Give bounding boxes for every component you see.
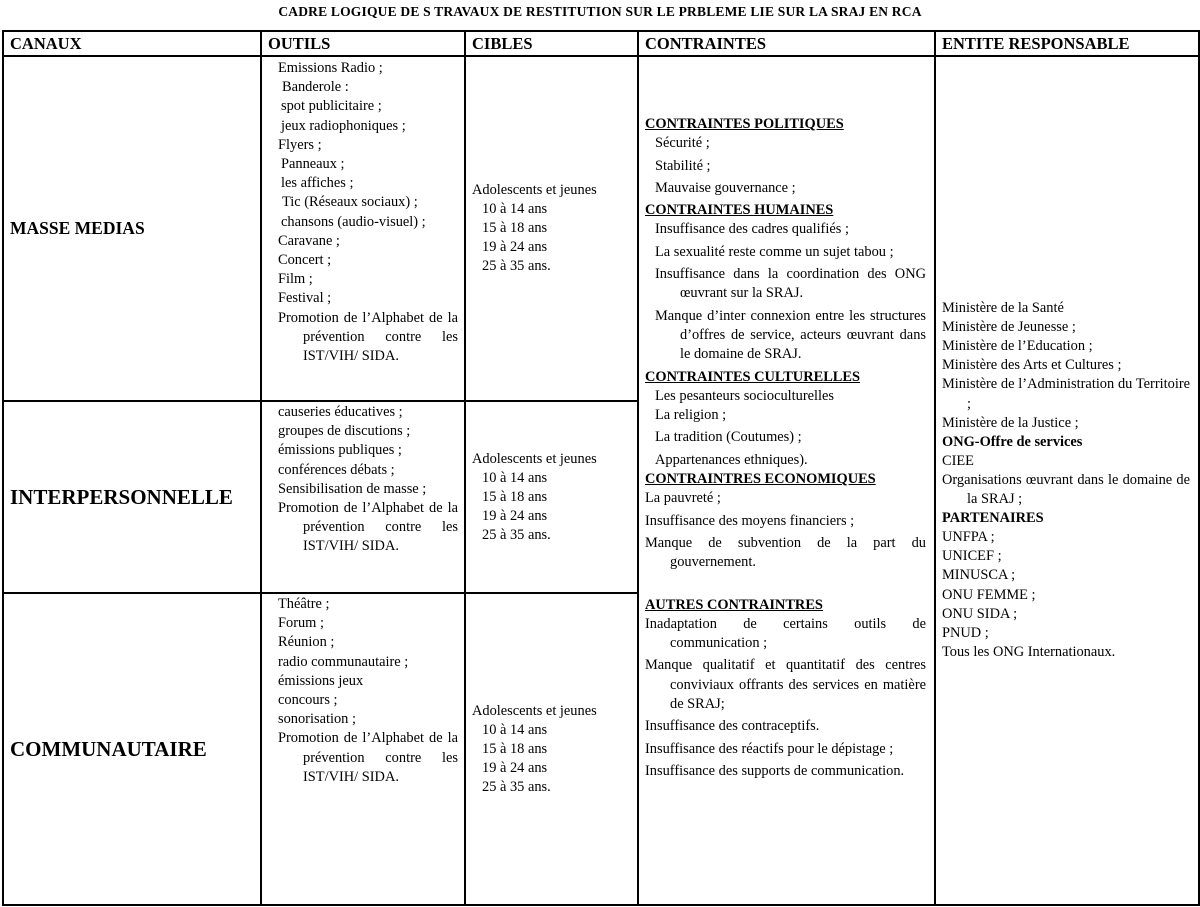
list-item: jeux radiophoniques ;	[281, 117, 406, 134]
canal-interpersonnelle: INTERPERSONNELLE	[3, 401, 261, 593]
list-item: Tous les ONG Internationaux.	[942, 643, 1116, 660]
list-item: La pauvreté ;	[645, 490, 721, 507]
list-item: Promotion de l’Alphabet de la prévention contre les IST/VIH/ SIDA.	[278, 730, 458, 785]
list-item: Adolescents et jeunes	[472, 182, 597, 198]
list-item: radio communautaire ;	[278, 653, 409, 670]
list-item: Ministère de la Justice ;	[942, 414, 1079, 431]
header-outils: OUTILS	[261, 31, 465, 56]
list-item: Sécurité ;	[655, 135, 710, 152]
list-item: Insuffisance des cadres qualifiés ;	[655, 221, 849, 238]
header-canaux: CANAUX	[3, 31, 261, 56]
list-item: 19 à 24 ans	[482, 507, 548, 524]
list-item: Forum ;	[278, 615, 324, 632]
list-item: Appartenances ethniques).	[655, 451, 808, 468]
list-item: Manque qualitatif et quantitatif des centres conviviaux offrants des services en matière de SRAJ;	[645, 657, 926, 713]
outils-masse-medias	[261, 56, 465, 401]
list-item: Festival ;	[278, 290, 332, 307]
list-item: 15 à 18 ans	[482, 740, 548, 757]
outils-interpersonnelle	[261, 401, 465, 593]
list-item: 10 à 14 ans	[482, 721, 548, 738]
ong-heading: ONG-Offre de services	[942, 433, 1083, 450]
list-item: Mauvaise gouvernance ;	[655, 179, 796, 196]
cibles-communautaire	[465, 593, 638, 905]
list-item: Emissions Radio ;	[278, 60, 383, 76]
list-item: Réunion ;	[278, 634, 335, 651]
list-item: conférences débats ;	[278, 461, 395, 478]
canal-communautaire: COMMUNAUTAIRE	[3, 593, 261, 905]
list-item: Panneaux ;	[281, 156, 345, 173]
list-item: Tic (Réseaux sociaux) ;	[282, 194, 418, 211]
document-title: CADRE LOGIQUE DE S TRAVAUX DE RESTITUTION SUR LE PRBLEME LIE SUR LA SRAJ EN RCA	[278, 4, 922, 19]
contraintes-humaines-heading: CONTRAINTES HUMAINES	[645, 202, 834, 219]
list-item: Flyers ;	[278, 136, 322, 153]
list-item: Insuffisance des réactifs pour le dépistage ;	[645, 740, 894, 757]
list-item: Insuffisance dans la coordination des ONG œuvrant sur la SRAJ.	[655, 266, 926, 302]
list-item: La tradition (Coutumes) ;	[655, 429, 802, 446]
list-item: Ministère des Arts et Cultures ;	[942, 357, 1122, 374]
list-item: groupes de discutions ;	[278, 423, 411, 440]
list-item: UNICEF ;	[942, 548, 1002, 565]
list-item: Manque d’inter connexion entre les structures d’offres de service, acteurs œuvrant dans le domaine de SRAJ.	[655, 307, 926, 363]
table-header-row	[3, 31, 1199, 56]
list-item: émissions jeux	[278, 672, 364, 689]
list-item: Caravane ;	[278, 232, 340, 249]
list-item: Banderole :	[282, 79, 349, 96]
list-item: 19 à 24 ans	[482, 239, 548, 255]
list-item: 15 à 18 ans	[482, 488, 548, 505]
contraintes-cell	[638, 56, 935, 905]
list-item: 10 à 14 ans	[482, 469, 548, 486]
list-item: Adolescents et jeunes	[472, 450, 597, 467]
contraintes-culturelles-heading: CONTRAINTES CULTURELLES	[645, 368, 860, 385]
autres-contraintes-heading: AUTRES CONTRAINTRES	[645, 596, 823, 613]
list-item: sonorisation ;	[278, 711, 356, 728]
list-item: Concert ;	[278, 252, 332, 269]
entite-responsable-cell	[935, 56, 1199, 905]
list-item: concours ;	[278, 692, 338, 709]
list-item: les affiches ;	[281, 175, 354, 192]
list-item: Insuffisance des moyens financiers ;	[645, 512, 855, 529]
list-item: 10 à 14 ans	[482, 201, 548, 217]
list-item: La sexualité reste comme un sujet tabou ;	[655, 243, 894, 260]
list-item: Les pesanteurs socioculturelles	[655, 387, 835, 404]
list-item: Inadaptation de certains outils de communication ;	[645, 615, 926, 652]
list-item: Stabilité ;	[655, 157, 711, 174]
partenaires-heading: PARTENAIRES	[942, 510, 1044, 527]
list-item: Ministère de l’Education ;	[942, 338, 1093, 355]
contraintes-economiques-heading: CONTRAINTRES ECONOMIQUES	[645, 471, 876, 488]
list-item: Insuffisance des contraceptifs.	[645, 718, 820, 735]
list-item: Promotion de l’Alphabet de la prévention contre les IST/VIH/ SIDA.	[278, 500, 458, 555]
list-item: Insuffisance des supports de communication.	[645, 762, 905, 779]
list-item: UNFPA ;	[942, 529, 995, 546]
header-entite-responsable: ENTITE RESPONSABLE	[935, 31, 1199, 56]
cibles-masse-medias	[465, 56, 638, 401]
list-item: ONU FEMME ;	[942, 586, 1036, 603]
list-item: Ministère de l’Administration du Territoire ;	[942, 376, 1190, 412]
list-item: 25 à 35 ans.	[482, 778, 551, 795]
list-item: causeries éducatives ;	[278, 404, 403, 420]
header-contraintes: CONTRAINTES	[638, 31, 935, 56]
list-item: PNUD ;	[942, 624, 989, 641]
canal-masse-medias: MASSE MEDIAS	[3, 56, 261, 401]
list-item: Sensibilisation de masse ;	[278, 480, 427, 497]
list-item: spot publicitaire ;	[281, 98, 382, 115]
list-item: 25 à 35 ans.	[482, 258, 551, 274]
list-item: Manque de subvention de la part du gouvernement.	[645, 534, 926, 571]
outils-communautaire	[261, 593, 465, 905]
list-item: Film ;	[278, 271, 313, 288]
list-item: 15 à 18 ans	[482, 220, 548, 236]
contraintes-politiques-heading: CONTRAINTES POLITIQUES	[645, 116, 844, 132]
list-item: Théâtre ;	[278, 596, 330, 612]
table-row	[3, 56, 1199, 401]
list-item: Ministère de la Santé	[942, 300, 1064, 317]
list-item: Promotion de l’Alphabet de la prévention contre les IST/VIH/ SIDA.	[278, 309, 458, 365]
list-item: Adolescents et jeunes	[472, 702, 597, 719]
list-item: La religion ;	[655, 407, 727, 424]
list-item: Organisations œuvrant dans le domaine de la SRAJ ;	[942, 471, 1190, 508]
list-item: 19 à 24 ans	[482, 759, 548, 776]
list-item: ONU SIDA ;	[942, 605, 1018, 622]
list-item: émissions publiques ;	[278, 442, 402, 459]
header-cibles: CIBLES	[465, 31, 638, 56]
list-item: chansons (audio-visuel) ;	[281, 213, 426, 230]
list-item: MINUSCA ;	[942, 567, 1016, 584]
list-item: CIEE	[942, 452, 974, 469]
logical-framework-table	[2, 30, 1200, 906]
list-item: 25 à 35 ans.	[482, 526, 551, 543]
cibles-interpersonnelle	[465, 401, 638, 593]
list-item: Ministère de Jeunesse ;	[942, 319, 1076, 336]
